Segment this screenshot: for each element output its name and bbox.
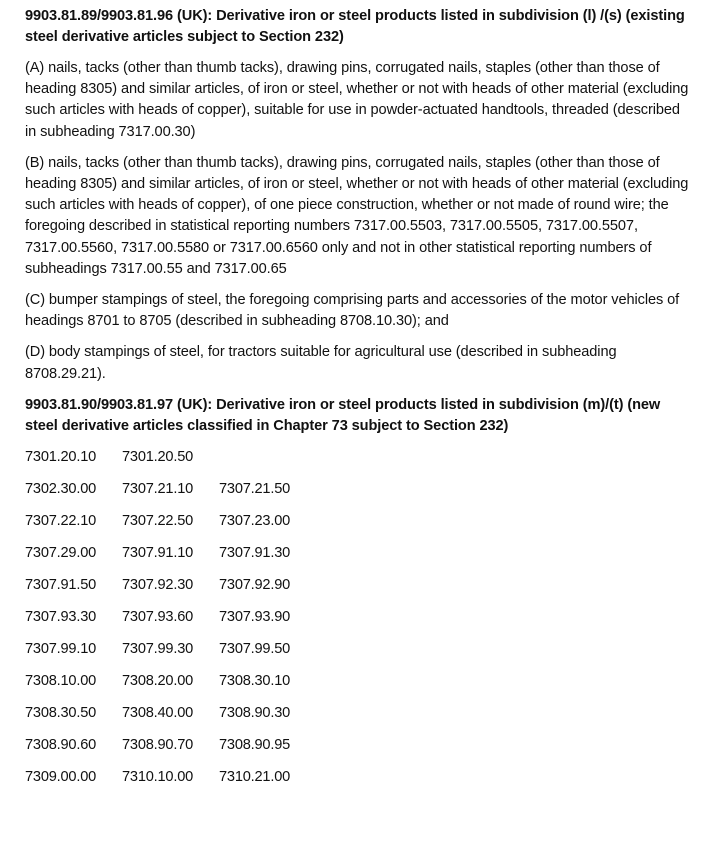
tariff-code-row [25,511,690,543]
tariff-code: 7307.99.30 [122,640,194,657]
tariff-code: 7307.22.50 [122,512,194,529]
tariff-code: 7310.10.00 [122,768,194,785]
tariff-code: 7308.90.60 [25,736,97,753]
section-heading-new-derivatives: 9903.81.90/9903.81.97 (UK): Derivative iron or steel products listed in subdivision (m)/(t) (new steel derivative articles classified in Chapter 73 subject to Section 232) [25,396,661,434]
tariff-code: 7307.93.60 [122,608,194,625]
tariff-code: 7307.99.10 [25,640,97,657]
tariff-code: 7302.30.00 [25,480,97,497]
tariff-code-row [25,543,690,575]
tariff-code: 7308.20.00 [122,672,194,689]
tariff-code-row [25,671,690,703]
tariff-code: 7308.90.70 [122,736,194,753]
paragraph-c: (C) bumper stampings of steel, the foregoing comprising parts and accessories of the motor vehicles of headings 8701 to 8705 (described in subheading 8708.10.30); and [25,292,680,330]
tariff-code-row [25,575,690,607]
tariff-code-row [25,479,690,511]
section-heading-existing-derivatives: 9903.81.89/9903.81.96 (UK): Derivative iron or steel products listed in subdivision (l) /(s) (existing steel derivative articles subject to Section 232) [25,8,685,45]
tariff-code-row [25,607,690,639]
tariff-code: 7307.92.90 [219,576,291,593]
tariff-code: 7307.91.30 [219,544,291,561]
tariff-code-row [25,447,690,479]
tariff-code: 7308.90.95 [219,736,291,753]
tariff-code: 7307.21.10 [122,480,194,497]
paragraph-a: (A) nails, tacks (other than thumb tacks), drawing pins, corrugated nails, staples (other than those of heading 8305) and similar articles, of iron or steel, whether or not with heads of other material (excluding such articles with heads of copper), suitable for use in powder-actuated handtools, threaded (described in subheading 7317.00.30) [25,60,689,140]
tariff-code: 7307.99.50 [219,640,291,657]
tariff-code-row [25,639,690,671]
tariff-code: 7307.22.10 [25,512,97,529]
tariff-code-row [25,735,690,767]
tariff-code: 7307.92.30 [122,576,194,593]
document-page [25,6,690,799]
tariff-code: 7307.93.90 [219,608,291,625]
tariff-code-list [25,447,690,799]
tariff-code: 7307.23.00 [219,512,291,529]
tariff-code: 7309.00.00 [25,768,97,785]
tariff-code: 7308.30.50 [25,704,97,721]
tariff-code-row [25,767,690,799]
paragraph-d: (D) body stampings of steel, for tractors suitable for agricultural use (described in subheading 8708.29.21). [25,344,617,382]
tariff-code: 7307.91.10 [122,544,194,561]
tariff-code: 7307.91.50 [25,576,97,593]
tariff-code-row [25,703,690,735]
tariff-code: 7301.20.10 [25,448,97,465]
tariff-code: 7307.21.50 [219,480,291,497]
tariff-code: 7307.29.00 [25,544,97,561]
tariff-code: 7308.10.00 [25,672,97,689]
tariff-code: 7301.20.50 [122,448,194,465]
tariff-code: 7310.21.00 [219,768,291,785]
tariff-code: 7307.93.30 [25,608,97,625]
tariff-code: 7308.90.30 [219,704,291,721]
tariff-code: 7308.30.10 [219,672,291,689]
tariff-code: 7308.40.00 [122,704,194,721]
paragraph-b: (B) nails, tacks (other than thumb tacks), drawing pins, corrugated nails, staples (other than those of heading 8305) and similar articles, of iron or steel, whether or not with heads of other material (excluding such articles with heads of copper), of one piece construction, whether or not made of round wire; the foregoing described in statistical reporting numbers 7317.00.5503, 7317.00.5505, 7317.00.5507, 7317.00.5560, 7317.00.5580 or 7317.00.6560 only and not in other statistical reporting numbers of subheadings 7317.00.55 and 7317.00.65 [25,154,689,277]
